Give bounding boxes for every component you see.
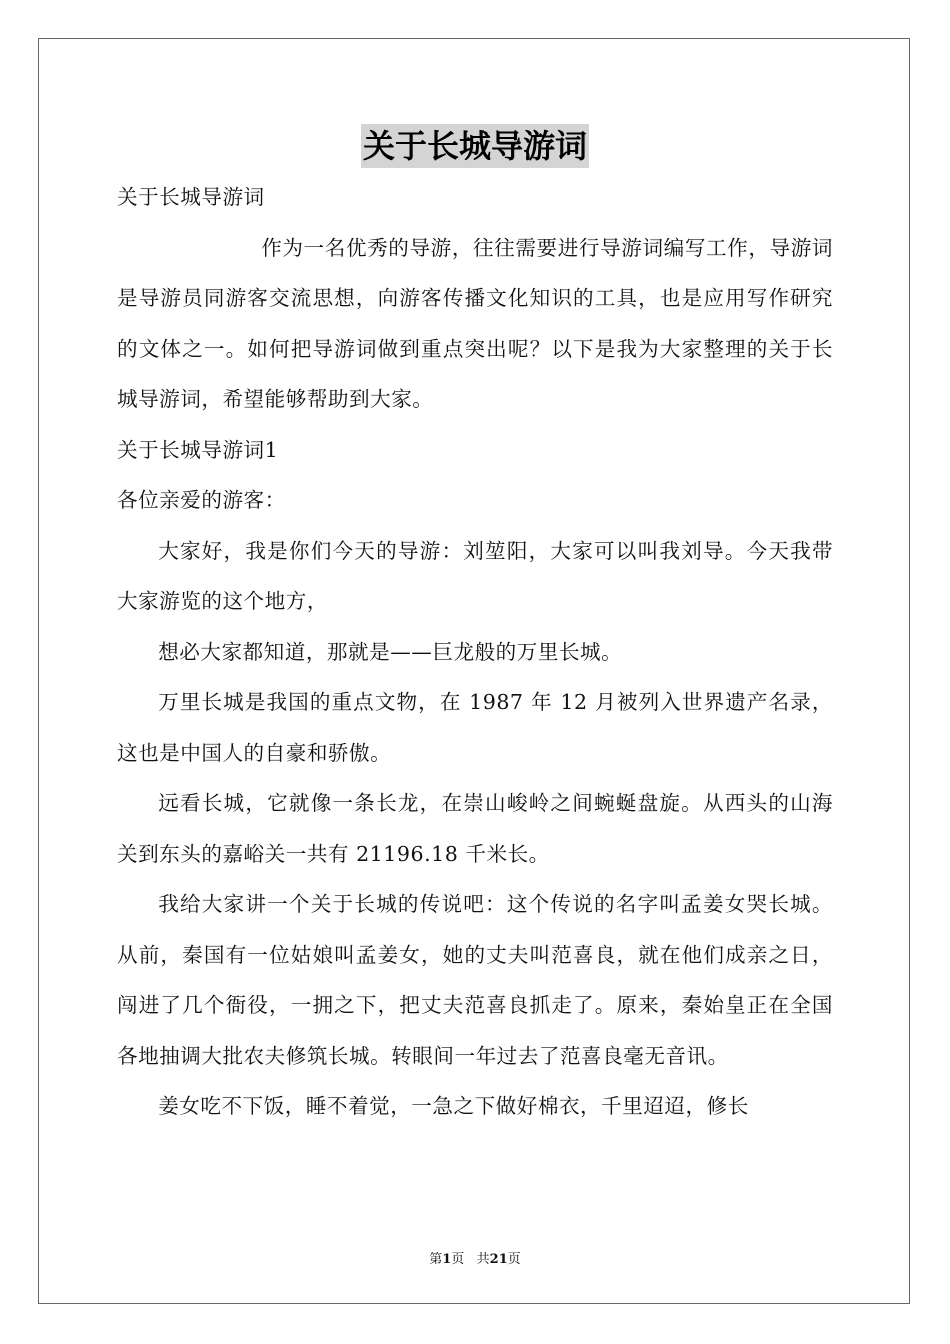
section-heading: 关于长城导游词1 <box>117 437 279 462</box>
footer-total-pages: 21 <box>489 1252 508 1267</box>
body-paragraph: 我给大家讲一个关于长城的传说吧：这个传说的名字叫孟姜女哭长城。从前，秦国有一位姑娘叫孟姜女，她的丈夫叫范喜良，就在他们成亲之日，闯进了几个衙役，一拥之下，把丈夫范喜良抓走了。原来，秦始皇正在全国各地抽调大批农夫修筑长城。转眼间一年过去了范喜良毫无音讯。 <box>117 892 833 1068</box>
body-paragraph: 远看长城，它就像一条长龙，在崇山峻岭之间蜿蜒盘旋。从西头的山海关到东头的嘉峪关一共有 21196.18 千米长。 <box>117 791 833 866</box>
page-footer <box>0 1248 950 1267</box>
body-paragraph: 想必大家都知道，那就是——巨龙般的万里长城。 <box>158 639 623 664</box>
document-body <box>117 172 833 1132</box>
footer-prefix: 第 <box>429 1252 443 1267</box>
body-paragraph: 万里长城是我国的重点文物，在 1987 年 12 月被列入世界遗产名录，这也是中国人的自豪和骄傲。 <box>117 690 833 765</box>
footer-page-number: 1 <box>442 1252 452 1267</box>
document-subtitle: 关于长城导游词 <box>117 185 265 209</box>
intro-paragraph: 作为一名优秀的导游，往往需要进行导游词编写工作，导游词是导游员同游客交流思想，向游客传播文化知识的工具，也是应用写作研究的文体之一。如何把导游词做到重点突出呢？以下是我为大家整理的关于长城导游词，希望能够帮助到大家。 <box>117 235 833 411</box>
greeting: 各位亲爱的游客： <box>117 488 286 512</box>
document-title: 关于长城导游词 <box>361 124 589 168</box>
footer-mid: 页 共 <box>451 1252 490 1267</box>
title-wrap <box>0 124 950 168</box>
footer-suffix: 页 <box>507 1252 521 1267</box>
body-paragraph: 姜女吃不下饭，睡不着觉，一急之下做好棉衣，千里迢迢，修长 <box>158 1094 749 1118</box>
body-paragraph: 大家好，我是你们今天的导游：刘堃阳，大家可以叫我刘导。今天我带大家游览的这个地方， <box>117 538 833 613</box>
